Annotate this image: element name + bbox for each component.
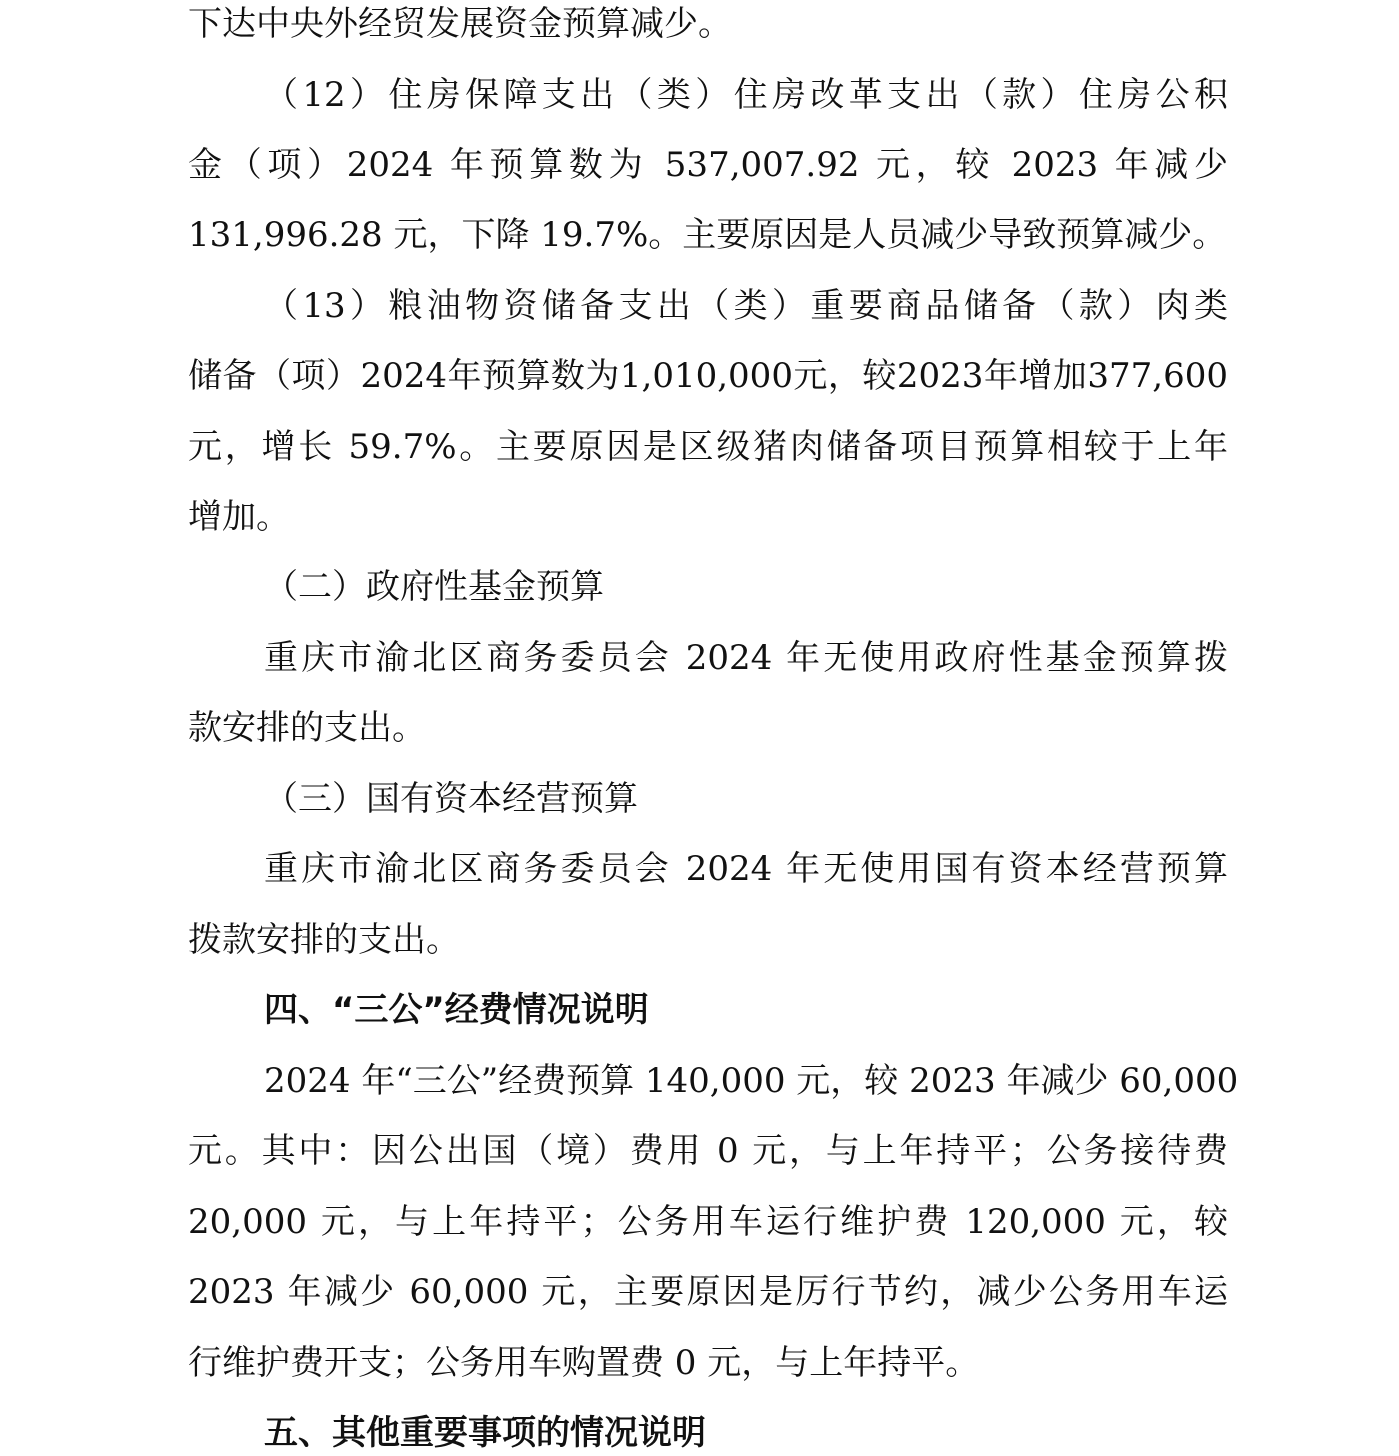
paragraph-line: 2023 年减少 60,000 元，主要原因是厉行节约，减少公务用车运	[188, 1272, 1228, 1312]
paragraph-line: 重庆市渝北区商务委员会 2024 年无使用政府性基金预算拨	[264, 638, 1228, 678]
paragraph-line: 拨款安排的支出。	[188, 920, 460, 960]
paragraph-line: 元。其中：因公出国（境）费用 0 元，与上年持平；公务接待费	[188, 1131, 1228, 1171]
paragraph-line: 重庆市渝北区商务委员会 2024 年无使用国有资本经营预算	[264, 849, 1228, 889]
paragraph-line: 款安排的支出。	[188, 708, 426, 748]
paragraph-line: 储备（项）2024年预算数为1,010,000元，较2023年增加377,600	[188, 356, 1228, 396]
paragraph-line: 131,996.28 元，下降 19.7%。主要原因是人员减少导致预算减少。	[188, 215, 1227, 255]
section-heading-bold: 五、其他重要事项的情况说明	[264, 1413, 706, 1453]
paragraph-line: 2024 年“三公”经费预算 140,000 元，较 2023 年减少 60,000	[264, 1061, 1239, 1101]
paragraph-line: 20,000 元，与上年持平；公务用车运行维护费 120,000 元，较	[188, 1202, 1228, 1242]
paragraph-line: 行维护费开支；公务用车购置费 0 元，与上年持平。	[188, 1343, 980, 1383]
section-heading-bold: 四、“三公”经费情况说明	[264, 990, 649, 1030]
paragraph-line: 增加。	[188, 497, 290, 537]
section-heading: （三）国有资本经营预算	[264, 779, 638, 819]
paragraph-line: 下达中央外经贸发展资金预算减少。	[188, 4, 732, 44]
paragraph-line: （12）住房保障支出（类）住房改革支出（款）住房公积	[264, 75, 1228, 115]
paragraph-line: 金（项）2024 年预算数为 537,007.92 元，较 2023 年减少	[188, 145, 1228, 185]
paragraph-line: 元，增长 59.7%。主要原因是区级猪肉储备项目预算相较于上年	[188, 427, 1228, 467]
paragraph-line: （13）粮油物资储备支出（类）重要商品储备（款）肉类	[264, 286, 1228, 326]
section-heading: （二）政府性基金预算	[264, 567, 604, 607]
